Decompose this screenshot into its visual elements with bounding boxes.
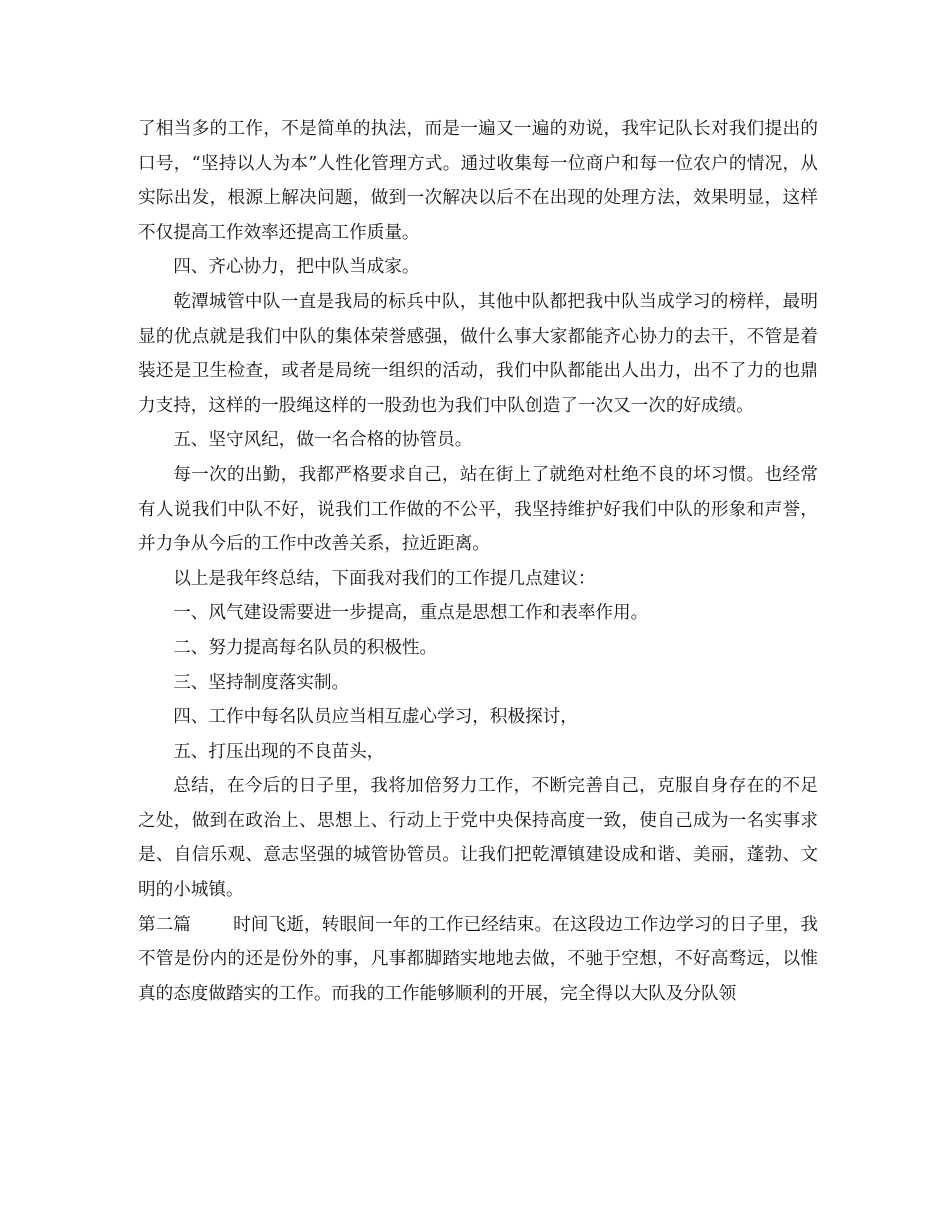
paragraph-teamwork: 乾潭城管中队一直是我局的标兵中队，其他中队都把我中队当成学习的榜样，最明显的优点就是我们中队的集体荣誉感强，做什么事大家都能齐心协力的去干，不管是着装还是卫生检查，或者是局统一组织的活动，我们中队都能出人出力，出不了力的也鼎力支持，这样的一股绳这样的一股劲也为我们中队创造了一次又一次的好成绩。 — [138, 291, 818, 416]
suggestion-item-1: 一、风气建设需要进一步提高，重点是思想工作和表率作用。 — [173, 603, 649, 624]
document-page — [138, 112, 818, 1011]
suggestion-item-5: 五、打压出现的不良苗头， — [173, 741, 385, 762]
suggestion-item-4: 四、工作中每名队员应当相互虚心学习，积极探讨， — [173, 707, 578, 728]
chapter-label: 第二篇 — [138, 914, 191, 935]
section-heading-4: 四、齐心协力，把中队当成家。 — [173, 257, 420, 278]
suggestion-item-3: 三、坚持制度落实制。 — [173, 672, 350, 693]
paragraph-chapter-two — [138, 908, 818, 1012]
paragraph-continuation: 了相当多的工作，不是简单的执法，而是一遍又一遍的劝说，我牢记队长对我们提出的口号，“坚持以人为本”人性化管理方式。通过收集每一位商户和每一位农户的情况，从实际出发，根源上解决问题，做到一次解决以后不在出现的处理方法，效果明显，这样不仅提高工作效率还提高工作质量。 — [138, 119, 818, 243]
paragraph-discipline: 每一次的出勤，我都严格要求自己，站在街上了就绝对杜绝不良的坏习惯。也经常有人说我们中队不好，说我们工作做的不公平，我坚持维护好我们中队的形象和声誉，并力争从今后的工作中改善关系，拉近距离。 — [138, 464, 818, 555]
paragraph-conclusion: 总结，在今后的日子里，我将加倍努力工作，不断完善自己，克服自身存在的不足之处，做到在政治上、思想上、行动上于党中央保持高度一致，使自己成为一名实事求是、自信乐观、意志坚强的城管协管员。让我们把乾潭镇建设成和谐、美丽，蓬勃、文明的小城镇。 — [138, 776, 818, 901]
section-heading-5: 五、坚守风纪，做一名合格的协管员。 — [173, 430, 473, 451]
suggestions-intro: 以上是我年终总结，下面我对我们的工作提几点建议： — [173, 568, 596, 589]
chapter-two-text: 时间飞逝，转眼间一年的工作已经结束。在这段边工作边学习的日子里，我不管是份内的还是份外的事，凡事都脚踏实地地去做，不驰于空想，不好高骛远，以惟真的态度做踏实的工作。而我的工作能够顺利的开展，完全得以大队及分队领 — [138, 914, 818, 1004]
suggestion-item-2: 二、努力提高每名队员的积极性。 — [173, 637, 438, 658]
